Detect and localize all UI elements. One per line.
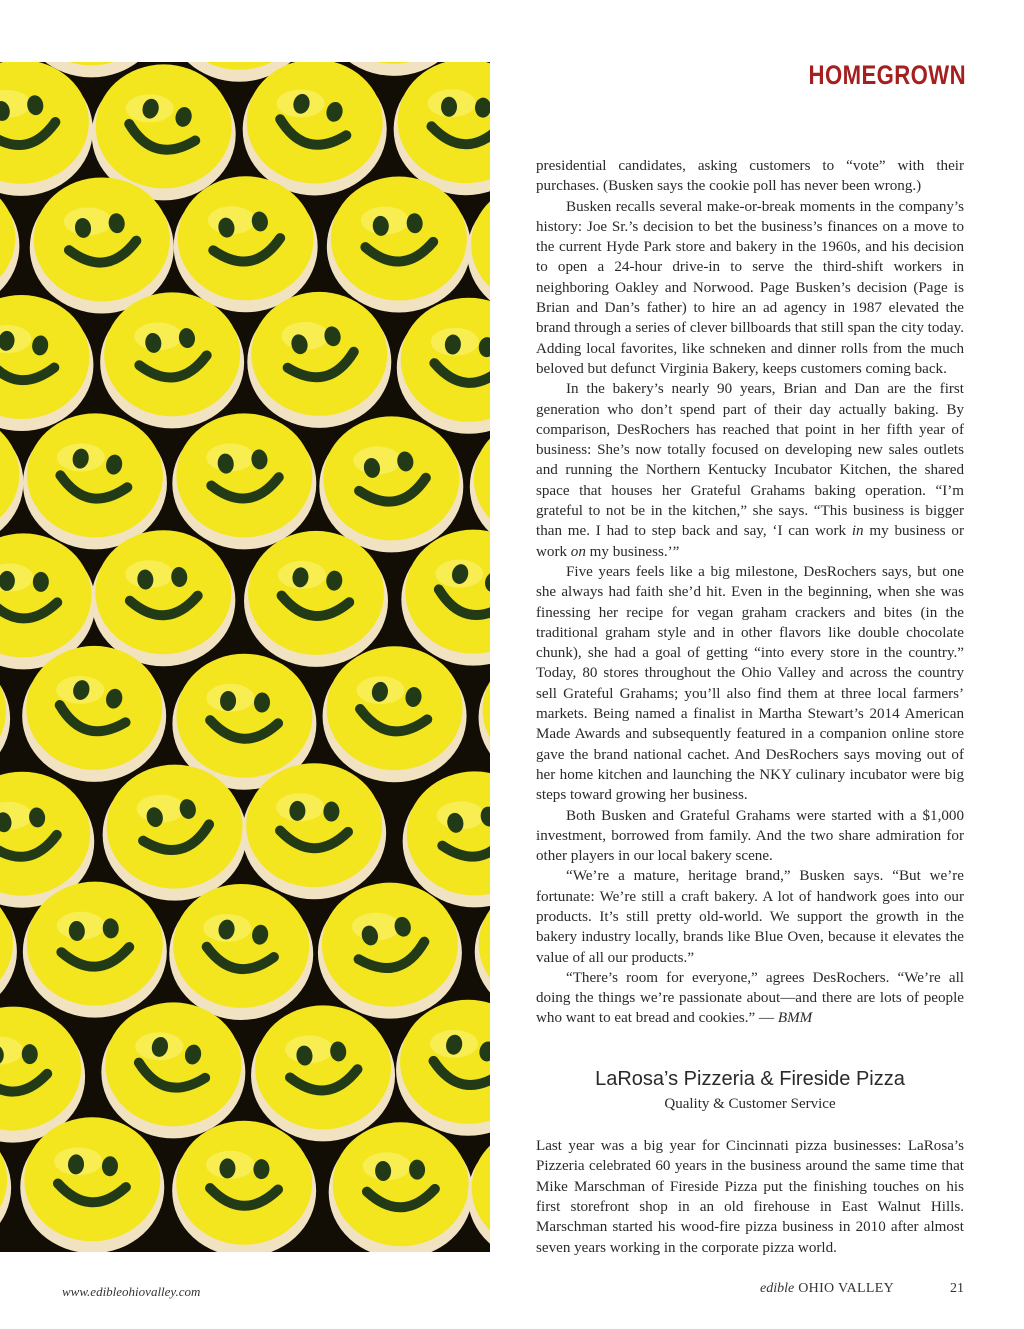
- paragraph: In the bakery’s nearly 90 years, Brian and Dan are the first generation who don’t spend part of their day actually baking. By comparison, DesRochers has reached that point in her fifth year of business: She’s now totally focused on developing new sales outlets and running the Northern Kentucky Incubator Kitchen, the shared space that houses her Grateful Grahams baking operation. “I’m grateful to not be in the kitchen,” she says. “This business is bigger than me. I had to step back and say, ‘I can work in my business or work on my business.’”: [536, 381, 964, 560]
- smiley-cookies-icon: [0, 62, 490, 1252]
- cookie: [242, 763, 386, 899]
- cookie: [397, 298, 490, 434]
- paragraph: Busken recalls several make-or-break moments in the company’s history: Joe Sr.’s decision to bet the business’s finances on a move to the current Hyde Park store and bakery in the 1960s, and his decision to open a 24-hour drive-in to serve the third-shift workers in neighboring Oakley and Norwood. Page Busken’s decision (Page is Brian and Dan’s father) to hire an ad agency in 1987 elevated the brand through a series of clever billboards that still span the city today. Adding local favorites, like schneken and dinner rolls from the much beloved but defunct Virginia Bakery, keeps customers coming back.: [536, 198, 964, 377]
- section-label: HOMEGROWN: [808, 60, 966, 90]
- cookie: [396, 1000, 490, 1136]
- cookie: [319, 416, 463, 552]
- cookie: [0, 295, 93, 431]
- footer-brand-caps: OHIO VALLEY: [798, 1281, 894, 1296]
- cookie: [0, 412, 23, 548]
- cookie: [403, 771, 490, 907]
- footer-folio: [760, 1281, 964, 1297]
- cookie: [401, 530, 490, 666]
- article-body: [536, 156, 964, 1258]
- cookie: [327, 177, 471, 313]
- page-number: 21: [950, 1281, 964, 1296]
- cookie: [23, 882, 167, 1018]
- cookie: [0, 176, 19, 312]
- cookie: [468, 1126, 490, 1252]
- paragraph: Both Busken and Grateful Grahams were started with a $1,000 investment, borrowed from family. And the two share admiration for other players in our local bakery scene.: [536, 807, 964, 865]
- cookie: [479, 648, 490, 784]
- cookie: [91, 530, 235, 666]
- cookie: [169, 884, 313, 1020]
- paragraph: presidential candidates, asking customers to “vote” with their purchases. (Busken says the cookie poll has never been wrong.): [536, 158, 964, 195]
- cookie: [251, 1005, 395, 1141]
- smiley-cookies-photo: [0, 62, 490, 1252]
- cookie: [394, 62, 490, 195]
- cookie: [103, 765, 247, 901]
- paragraph: Five years feels like a big milestone, DesRochers says, but one she always had faith she’d hit. Even in the beginning, when she was finessing her recipe for vegan graham crackers and bites (in the traditional graham style and in other flavors like double chocolate chunk), she had a goal of getting “into every store in the country.” Today, 80 stores throughout the Ohio Valley and across the country sell Grateful Grahams; you’ll also find them at three local farmers’ markets. Being named a finalist in Martha Stewart’s 2014 American Made Awards and subsequently featured in a companion online store gave the brand national cachet. And DesRochers says moving out of her home kitchen and launching the NKY culinary incubator were big steps toward growing her business.: [536, 563, 964, 804]
- cookie: [323, 646, 467, 782]
- cookie: [101, 1002, 245, 1138]
- cookie: [100, 292, 244, 428]
- cookie: [247, 292, 391, 428]
- cookie: [0, 62, 93, 196]
- cookie: [0, 649, 10, 785]
- cookie: [172, 413, 316, 549]
- cookie: [243, 62, 387, 195]
- cookie: [172, 1121, 316, 1252]
- footer-url: www.edibleohiovalley.com: [62, 1284, 201, 1299]
- subheading: LaRosa’s Pizzeria & Fireside Pizza: [595, 1067, 905, 1090]
- cookie: [318, 883, 462, 1019]
- footer-brand-italic: edible: [760, 1281, 795, 1296]
- subheading-deck: Quality & Customer Service: [664, 1095, 836, 1112]
- cookie: [23, 413, 167, 549]
- cookie: [329, 1122, 473, 1252]
- cookie: [244, 531, 388, 667]
- cookie: [22, 646, 166, 782]
- cookie: [174, 176, 318, 312]
- paragraph: Last year was a big year for Cincinnati pizza businesses: LaRosa’s Pizzeria celebrated 60 years in the business around the same time that Mike Marschman of Fireside Pizza put the finishing touches on his first storefront shop in an old firehouse in East Walnut Hills. Marschman started his wood-fire pizza business in 2010 after almost seven years working in the corporate pizza world.: [536, 1138, 964, 1256]
- cookie: [30, 177, 174, 313]
- paragraph: “We’re a mature, heritage brand,” Busken says. “But we’re fortunate: We’re still a craft bakery. A lot of handwork goes into our products. It’s still pretty old-world. We support the growth in the bakery industry locally, brands like Blue Oven, because it elevates the value of all our products.”: [536, 868, 964, 966]
- paragraph: “There’s room for everyone,” agrees DesRochers. “We’re all doing the things we’re passionate about—and there are lots of people who want to eat bread and cookies.” — BMM: [536, 969, 964, 1027]
- cookie: [20, 1117, 164, 1252]
